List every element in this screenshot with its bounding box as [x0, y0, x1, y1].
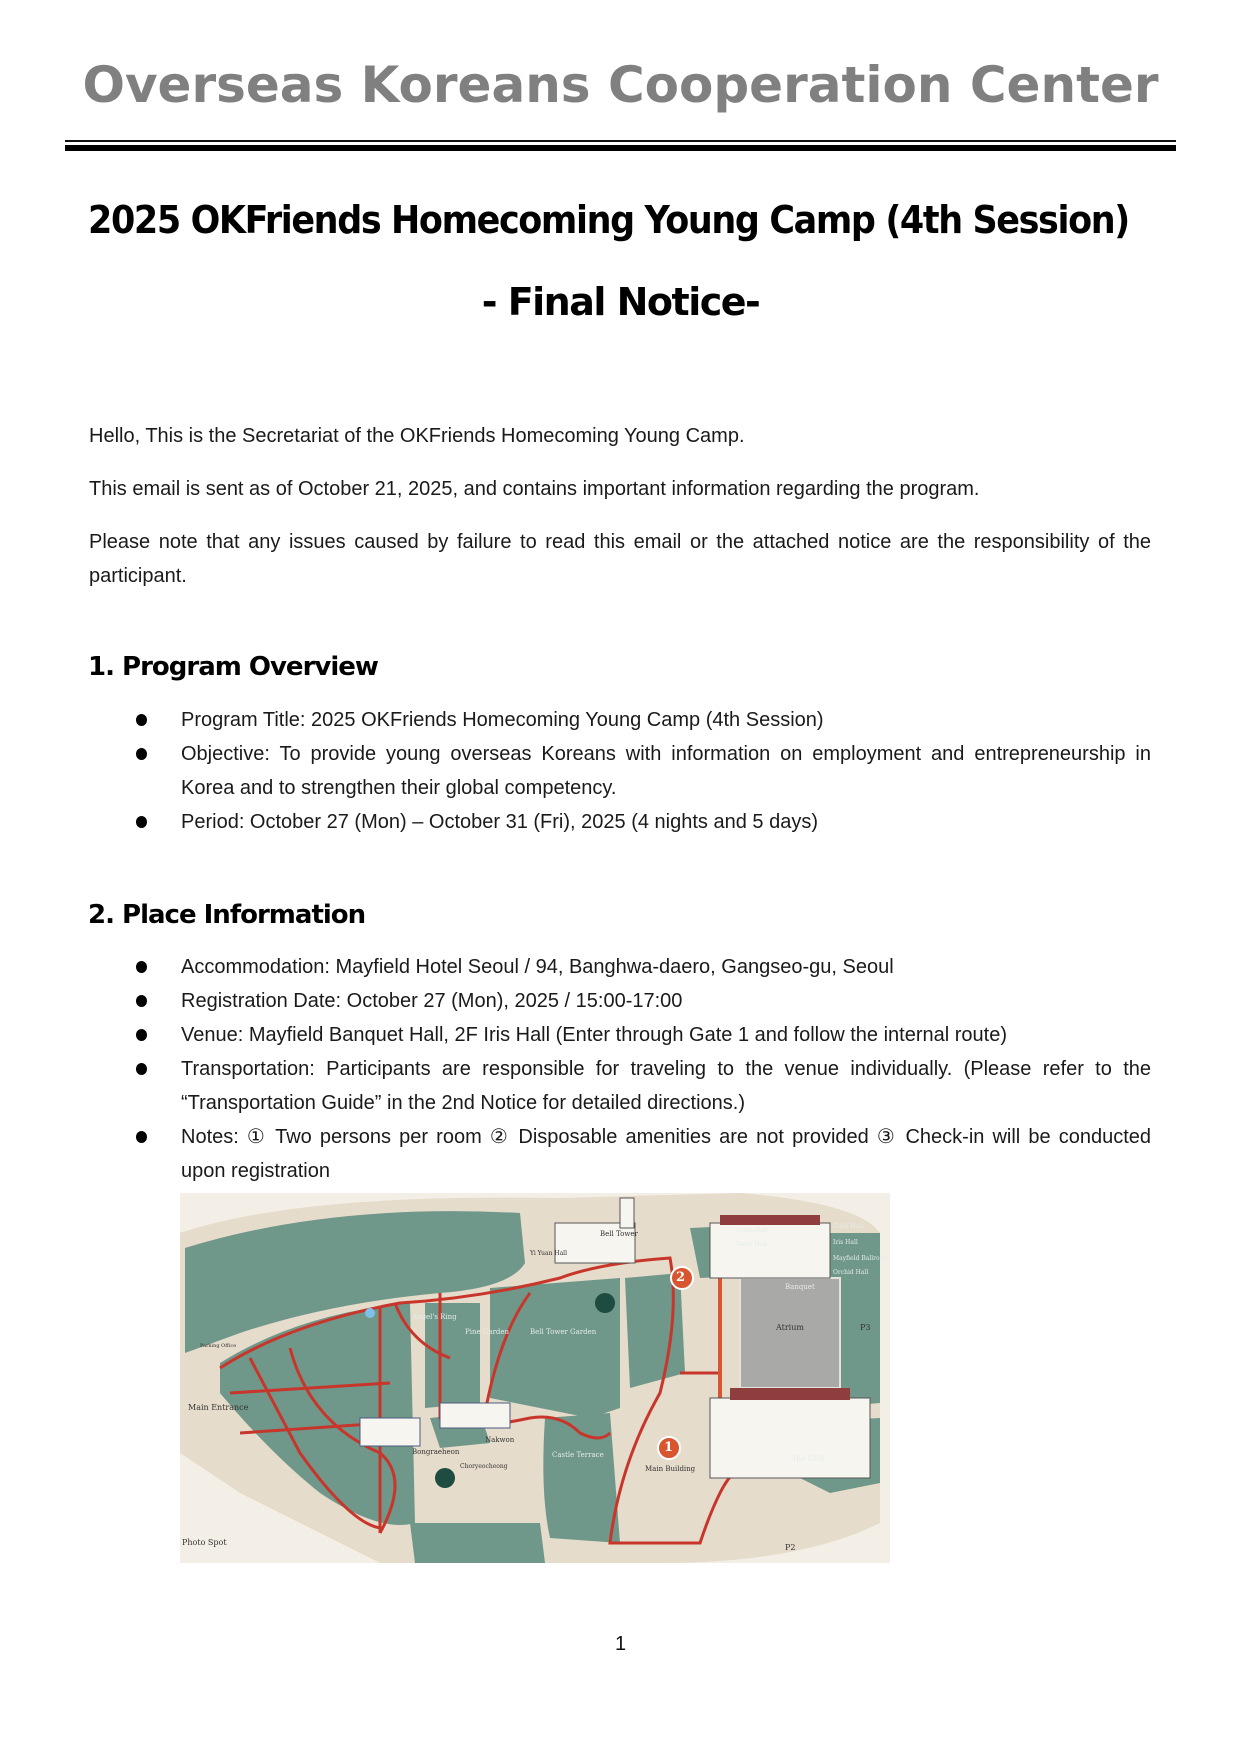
yi-yuan-hall-label: Yi Yuan Hall — [530, 1250, 567, 1257]
place-information-list — [136, 950, 1151, 1188]
section-heading-place-information: 2. Place Information — [88, 900, 366, 930]
list-item — [136, 1018, 1151, 1052]
bullet-icon — [136, 816, 147, 828]
venue-map-illustration — [180, 1193, 890, 1563]
list-item-text: Notes: ① Two persons per room ② Disposable amenities are not provided ③ Check-in will be conducted upon registration — [181, 1126, 1151, 1182]
p3-label: P3 — [860, 1323, 871, 1332]
p2-label: P2 — [785, 1543, 796, 1552]
bell-tower-label: Bell Tower — [600, 1230, 638, 1238]
bullet-icon — [136, 1131, 147, 1143]
orchid-hall-label: Orchid Hall — [833, 1269, 869, 1276]
angels-ring-label: Angel's Ring — [412, 1313, 457, 1321]
main-building-label: Main Building — [645, 1465, 696, 1473]
atrium-label: Atrium — [776, 1323, 804, 1332]
banquet-label: Banquet — [785, 1283, 815, 1291]
list-item-text: Accommodation: Mayfield Hotel Seoul / 94, Banghwa-daero, Gangseo-gu, Seoul — [181, 956, 894, 978]
bullet-icon — [136, 995, 147, 1007]
parking-office-label: Parking Office — [200, 1343, 237, 1349]
list-item — [136, 737, 1151, 805]
list-item — [136, 1052, 1151, 1120]
nakwon-label: Nakwon — [485, 1436, 515, 1444]
list-item — [136, 950, 1151, 984]
bongraeheon-label: Bongraeheon — [412, 1448, 460, 1456]
lotus-hall-label: Lotus Hall — [736, 1227, 768, 1234]
castle-terrace-label: Castle Terrace — [552, 1451, 604, 1459]
main-entrance-label: Main Entrance — [188, 1403, 249, 1412]
bell-tower-garden-label: Bell Tower Garden — [530, 1328, 597, 1336]
list-item-text: Period: October 27 (Mon) – October 31 (Fri), 2025 (4 nights and 5 days) — [181, 811, 818, 833]
daisy-hall-label: Daisy Hall — [736, 1241, 768, 1248]
list-item — [136, 984, 1151, 1018]
header-divider-thick — [65, 145, 1176, 151]
iris-hall-label: Iris Hall — [833, 1239, 858, 1246]
photo-spot-legend: Photo Spot — [182, 1538, 227, 1547]
calla-hall-label: Calla Hall — [833, 1223, 864, 1230]
marker-2-label: 2 — [676, 1270, 686, 1285]
list-item — [136, 1120, 1151, 1188]
venue-map — [180, 1193, 890, 1563]
organization-header: Overseas Koreans Cooperation Center — [82, 56, 1159, 114]
pine-garden-label: Pine Garden — [465, 1328, 510, 1336]
choryeocheong-label: Choryeocheong — [460, 1463, 508, 1470]
the-kew-label: The KEW — [792, 1455, 826, 1463]
list-item-text: Registration Date: October 27 (Mon), 2025 / 15:00-17:00 — [181, 990, 683, 1012]
page-number: 1 — [614, 1633, 627, 1655]
header-divider-thin — [65, 140, 1176, 142]
list-item-text: Venue: Mayfield Banquet Hall, 2F Iris Hall (Enter through Gate 1 and follow the internal route) — [181, 1024, 1008, 1046]
list-item-text: Program Title: 2025 OKFriends Homecoming Young Camp (4th Session) — [181, 709, 824, 731]
document-subtitle: - Final Notice- — [481, 280, 760, 324]
bullet-icon — [136, 961, 147, 973]
program-overview-list — [136, 703, 1151, 839]
list-item-text: Transportation: Participants are responsible for traveling to the venue individually. (Please refer to the “Transportation Guide” in the 2nd Notice for detailed directions.) — [181, 1058, 1151, 1114]
marker-1-label: 1 — [664, 1440, 674, 1455]
list-item — [136, 805, 1151, 839]
mayfield-ballroom-label: Mayfield Ballroom — [833, 1255, 889, 1262]
bullet-icon — [136, 748, 147, 760]
bullet-icon — [136, 1063, 147, 1075]
bullet-icon — [136, 1029, 147, 1041]
intro-paragraph-2: This email is sent as of October 21, 2025, and contains important information regarding the program. — [89, 478, 980, 500]
list-item-text: Objective: To provide young overseas Koreans with information on employment and entrepreneurship in Korea and to strengthen their global competency. — [181, 743, 1151, 799]
section-heading-program-overview: 1. Program Overview — [88, 652, 378, 682]
list-item — [136, 703, 1151, 737]
intro-paragraph-3: Please note that any issues caused by failure to read this email or the attached notice are the responsibility of the participant. — [89, 531, 1151, 587]
document-title: 2025 OKFriends Homecoming Young Camp (4th Session) — [88, 198, 1129, 242]
bullet-icon — [136, 714, 147, 726]
intro-paragraph-1: Hello, This is the Secretariat of the OKFriends Homecoming Young Camp. — [89, 425, 745, 447]
